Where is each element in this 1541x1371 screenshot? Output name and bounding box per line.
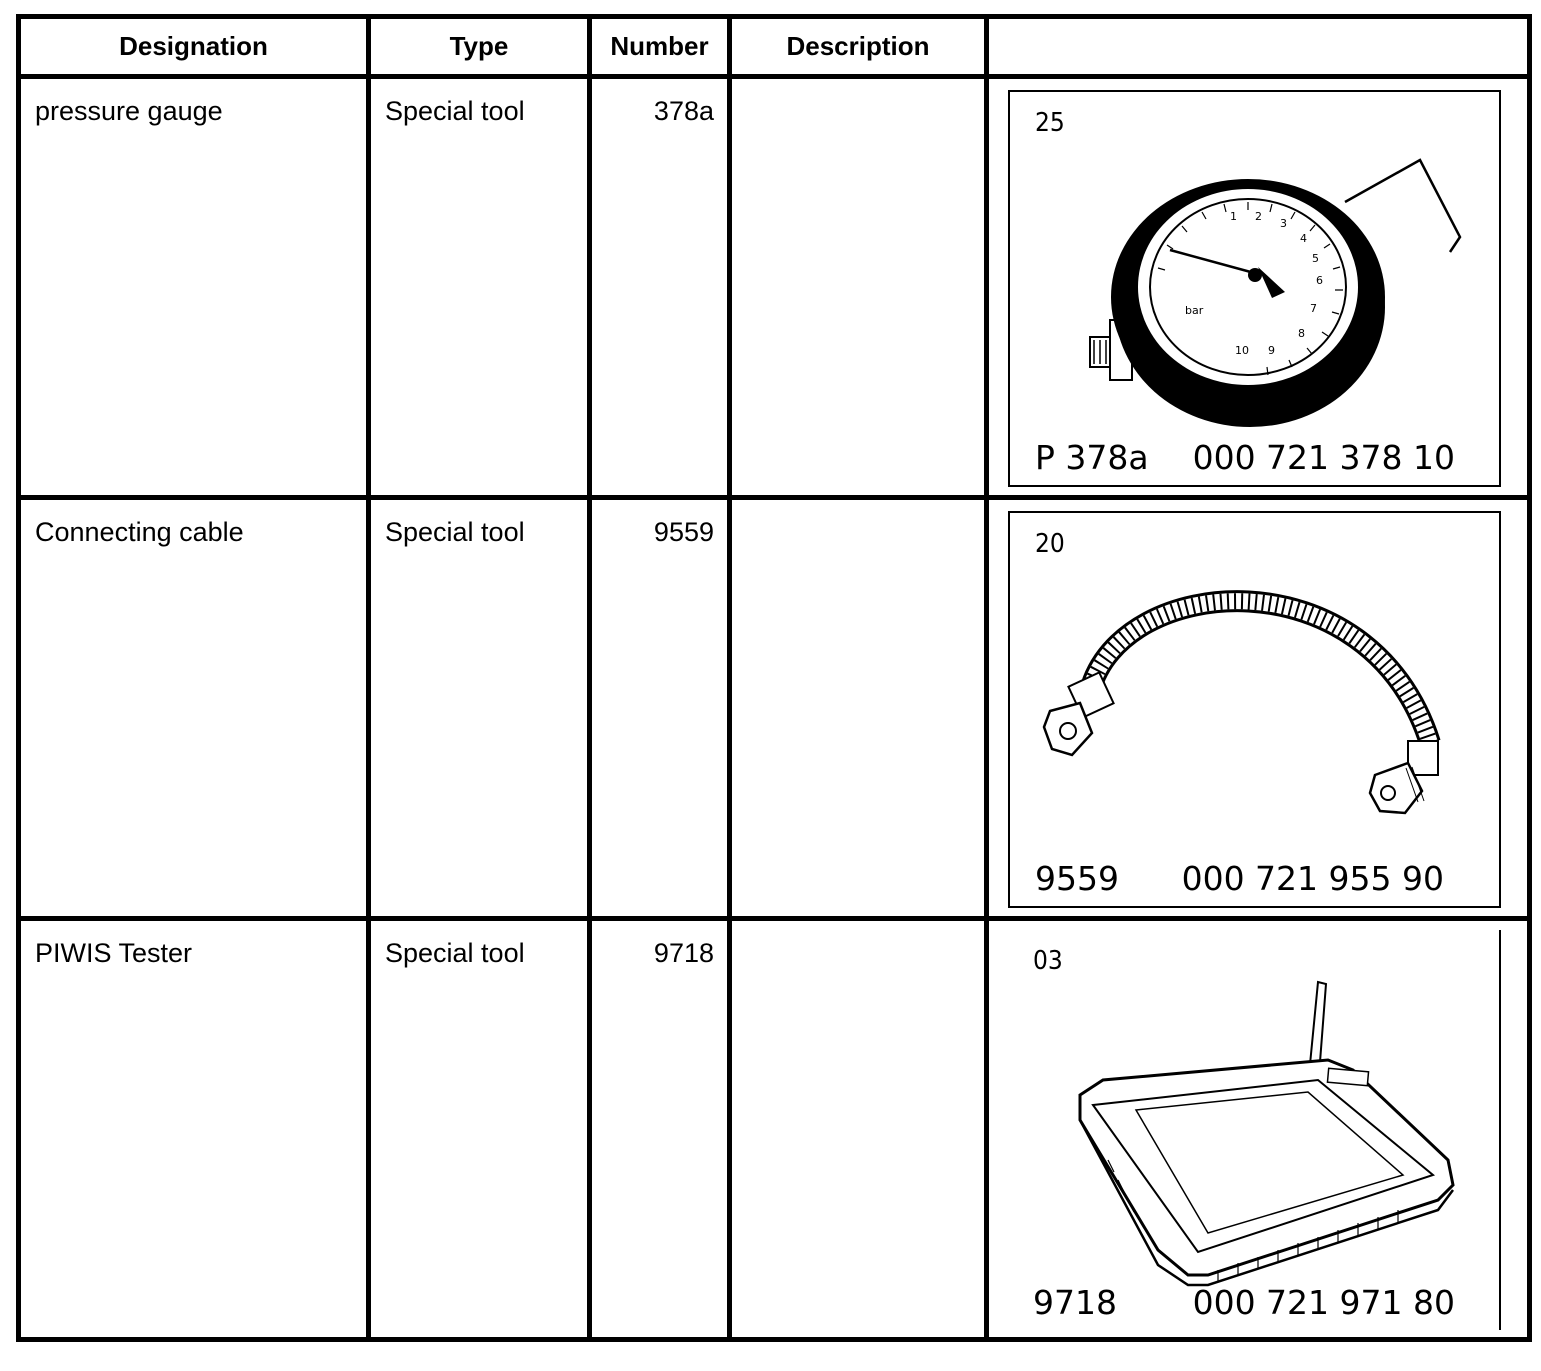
description-cell xyxy=(730,919,987,1340)
designation-cell: PIWIS Tester xyxy=(19,919,369,1340)
piwis-tester-illustration xyxy=(1008,930,1501,1330)
svg-text:bar: bar xyxy=(1185,304,1204,317)
number-cell: 378a xyxy=(590,77,730,498)
svg-text:10: 10 xyxy=(1235,344,1249,357)
figure-cell xyxy=(987,919,1530,1340)
header-type: Type xyxy=(369,17,590,77)
special-tools-table xyxy=(16,14,1532,1342)
header-figure xyxy=(987,17,1530,77)
figure-cell xyxy=(987,77,1530,498)
figure-label-left: 9559 xyxy=(1035,859,1119,898)
figure-code: 03 xyxy=(1033,946,1063,976)
svg-text:7: 7 xyxy=(1310,302,1317,315)
type-cell: Special tool xyxy=(369,498,590,919)
svg-text:2: 2 xyxy=(1255,210,1262,223)
number-cell: 9559 xyxy=(590,498,730,919)
table-row xyxy=(19,77,1530,498)
header-designation: Designation xyxy=(19,17,369,77)
figure-cell xyxy=(987,498,1530,919)
description-cell xyxy=(730,77,987,498)
header-row xyxy=(19,17,1530,77)
figure-frame xyxy=(1008,90,1501,487)
svg-text:4: 4 xyxy=(1300,232,1307,245)
type-cell: Special tool xyxy=(369,919,590,1340)
svg-text:1: 1 xyxy=(1230,210,1237,223)
figure-code: 25 xyxy=(1035,108,1065,138)
designation-cell: pressure gauge xyxy=(19,77,369,498)
svg-text:8: 8 xyxy=(1298,327,1305,340)
figure-frame xyxy=(1008,511,1501,908)
figure-part-number: 000 721 378 10 xyxy=(1192,438,1455,477)
number-cell: 9718 xyxy=(590,919,730,1340)
svg-text:6: 6 xyxy=(1316,274,1323,287)
header-number: Number xyxy=(590,17,730,77)
svg-text:5: 5 xyxy=(1312,252,1319,265)
header-description: Description xyxy=(730,17,987,77)
figure-frame xyxy=(1008,930,1501,1330)
figure-code: 20 xyxy=(1035,529,1065,559)
table-row xyxy=(19,498,1530,919)
table-row xyxy=(19,919,1530,1340)
svg-text:9: 9 xyxy=(1268,344,1275,357)
figure-label-left: P 378a xyxy=(1035,438,1149,477)
svg-text:3: 3 xyxy=(1280,217,1287,230)
description-cell xyxy=(730,498,987,919)
pressure-gauge-illustration xyxy=(1010,92,1503,489)
type-cell: Special tool xyxy=(369,77,590,498)
designation-cell: Connecting cable xyxy=(19,498,369,919)
figure-part-number: 000 721 955 90 xyxy=(1181,859,1444,898)
figure-label-left: 9718 xyxy=(1033,1283,1117,1322)
figure-part-number: 000 721 971 80 xyxy=(1192,1283,1455,1322)
connecting-cable-illustration xyxy=(1010,513,1503,910)
